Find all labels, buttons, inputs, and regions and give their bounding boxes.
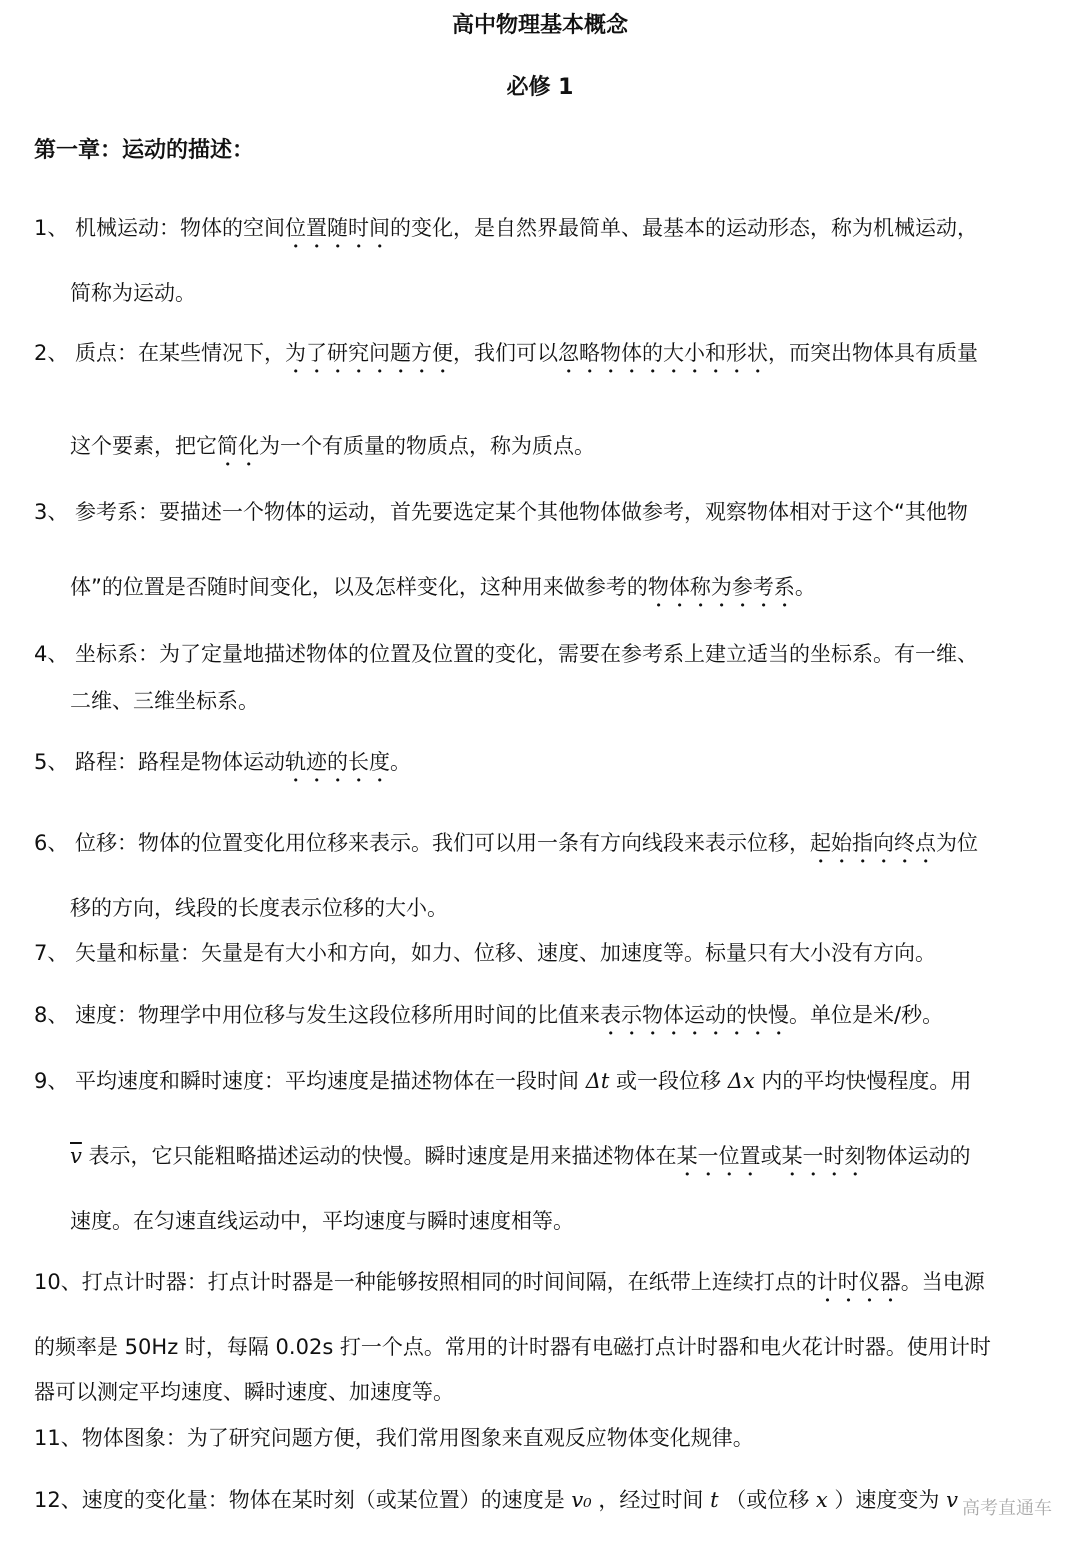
math-delta-t: Δt [585, 1069, 610, 1093]
document-subtitle: 必修 1 [506, 75, 574, 100]
text: 。 [390, 750, 412, 774]
document-title: 高中物理基本概念 [451, 13, 628, 38]
math-v0: v₀ [571, 1488, 592, 1512]
emphasis-text: 某一位置 [676, 1144, 761, 1168]
math-t: t [710, 1488, 719, 1512]
text: 5、 路程：路程是物体运动 [34, 750, 286, 774]
item-8 [34, 1001, 943, 1040]
item-5 [34, 748, 411, 787]
text: 。单位是米/秒。 [789, 1003, 944, 1027]
text: 为位 [936, 831, 979, 855]
emphasis-text: 某一时刻 [781, 1144, 866, 1168]
item-9-line-1 [34, 1067, 971, 1095]
text: 9、 平均速度和瞬时速度：平均速度是描述物体在一段时间 [34, 1069, 586, 1093]
math-v: v [946, 1488, 958, 1512]
emphasis-text: 物体称为参考系 [647, 575, 795, 599]
text: 或 [760, 1144, 782, 1168]
watermark: 高考直通车 [962, 1498, 1052, 1519]
emphasis-text: 为了研究问题方便 [285, 341, 454, 365]
text: 12、速度的变化量：物体在某时刻（或某位置）的速度是 [34, 1488, 572, 1512]
text: 这个要素，把它 [70, 434, 217, 458]
item-12 [34, 1486, 958, 1514]
item-4-line-2: 二维、三维坐标系。 [70, 689, 259, 713]
item-10-line-1 [34, 1268, 985, 1307]
item-4-line-1: 4、 坐标系：为了定量地描述物体的位置及位置的变化，需要在参考系上建立适当的坐标系。有一维、 [34, 642, 979, 666]
item-1-line-2: 简称为运动。 [70, 281, 196, 305]
text: 物体运动的 [865, 1144, 971, 1168]
item-10-line-3: 器可以测定平均速度、瞬时速度、加速度等。 [34, 1380, 454, 1404]
item-2-line-2 [70, 432, 595, 471]
item-9-line-2 [70, 1142, 971, 1181]
emphasis-text: 起始指向终点 [810, 831, 937, 855]
math-x: x [815, 1488, 828, 1512]
text: ，我们可以 [453, 341, 559, 365]
text: 。 [794, 575, 816, 599]
item-6-line-1 [34, 829, 978, 868]
item-1-line-1 [34, 214, 978, 253]
emphasis-text: 位置随时间 [285, 216, 391, 240]
text: 10、打点计时器：打点计时器是一种能够按照相同的时间间隔，在纸带上连续打点的 [34, 1270, 817, 1294]
text: （或位移 [718, 1488, 816, 1512]
emphasis-text: 忽略物体的大小和形状 [558, 341, 769, 365]
text: 2、 质点：在某些情况下， [34, 341, 286, 365]
item-11: 11、物体图象：为了研究问题方便，我们常用图象来直观反应物体变化规律。 [34, 1426, 754, 1450]
item-3-line-2 [70, 573, 816, 612]
item-9-line-3: 速度。在匀速直线运动中，平均速度与瞬时速度相等。 [70, 1209, 574, 1233]
text: ，而突出物体具有质量 [768, 341, 979, 365]
text: 为一个有质量的物质点，称为质点。 [259, 434, 595, 458]
text: 或一段位移 [609, 1069, 728, 1093]
text: ）速度变为 [827, 1488, 947, 1512]
emphasis-text: 计时仪器 [816, 1270, 901, 1294]
text: ，经过时间 [591, 1488, 711, 1512]
text: 内的平均快慢程度。用 [754, 1069, 972, 1093]
text: 6、 位移：物体的位置变化用位移来表示。我们可以用一条有方向线段来表示位移， [34, 831, 811, 855]
emphasis-text: 简化 [217, 434, 259, 458]
text: 。当电源 [900, 1270, 985, 1294]
text: 体”的位置是否随时间变化，以及怎样变化，这种用来做参考的 [70, 575, 648, 599]
text: 1、 机械运动：物体的空间 [34, 216, 286, 240]
emphasis-text: 轨迹的长度 [285, 750, 391, 774]
emphasis-text: 表示物体运动的快慢 [600, 1003, 790, 1027]
text: 的变化，是自然界最简单、最基本的运动形态，称为机械运动， [390, 216, 979, 240]
text: 8、 速度：物理学中用位移与发生这段位移所用时间的比值来 [34, 1003, 601, 1027]
item-7: 7、 矢量和标量：矢量是有大小和方向，如力、位移、速度、加速度等。标量只有大小没有方向。 [34, 941, 937, 965]
item-10-line-2: 的频率是 50Hz 时，每隔 0.02s 打一个点。常用的计时器有电磁打点计时器和电火花计时器。使用计时 [34, 1335, 991, 1359]
item-3-line-1: 3、 参考系：要描述一个物体的运动，首先要选定某个其他物体做参考，观察物体相对于这个“其他物 [34, 500, 968, 524]
math-delta-x: Δx [727, 1069, 755, 1093]
chapter-heading: 第一章：运动的描述： [34, 138, 255, 163]
item-2-line-1 [34, 339, 978, 378]
item-6-line-2: 移的方向，线段的长度表示位移的大小。 [70, 896, 448, 920]
math-v-bar: $\overline{v}$ [70, 1144, 82, 1168]
text: 表示，它只能粗略描述运动的快慢。瞬时速度是用来描述物体在 [81, 1144, 677, 1168]
